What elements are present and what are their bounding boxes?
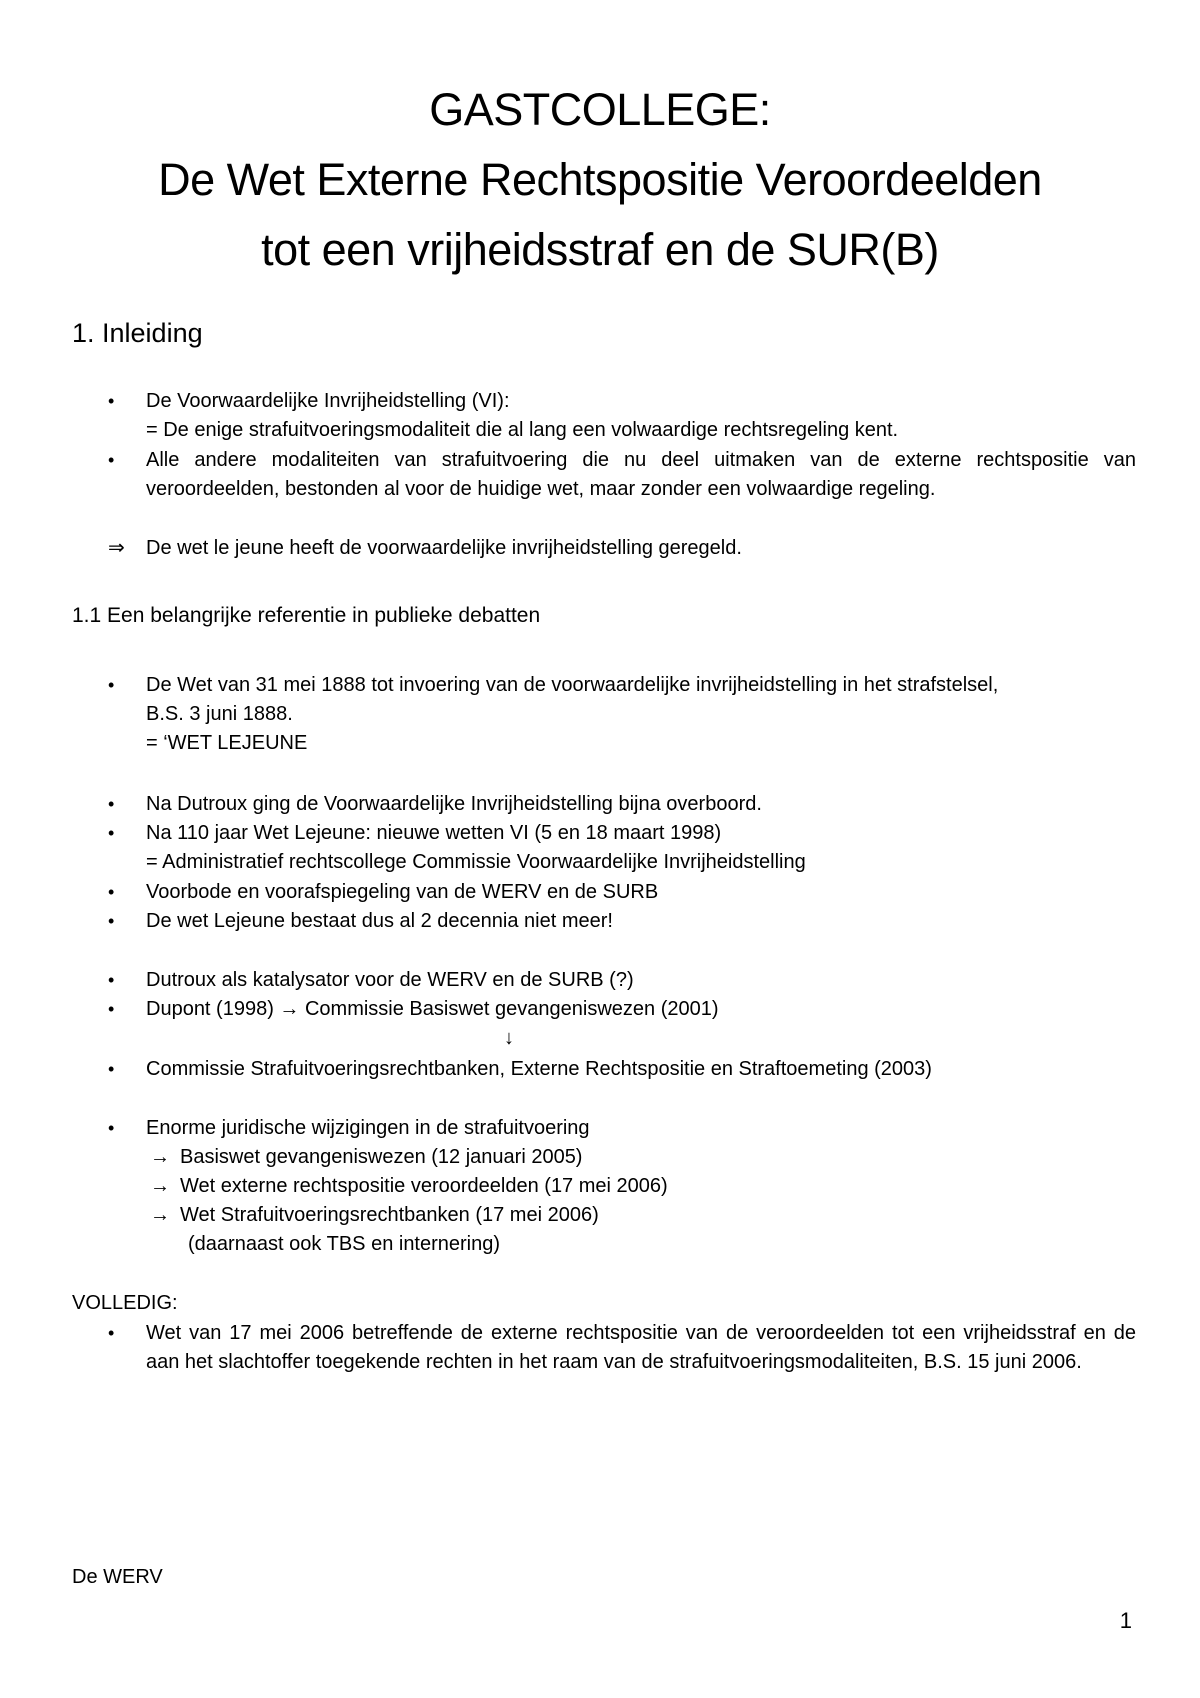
list-item-continuation: = ‘WET LEJEUNE <box>146 732 308 754</box>
bullet-icon: • <box>108 391 115 411</box>
list-item-continuation: = Administratief rechtscollege Commissie Voorwaardelijke Invrijheidstelling <box>146 851 806 873</box>
title-line-2: De Wet Externe Rechtspositie Veroordeelden <box>158 154 1042 205</box>
list-item: De Wet van 31 mei 1888 tot invoering van de voorwaardelijke invrijheidstelling in het strafstelsel, <box>146 674 999 696</box>
right-arrow-icon: → <box>150 1204 170 1226</box>
bullet-icon: • <box>108 882 115 902</box>
sub-list-item-text: Wet Strafuitvoeringsrechtbanken (17 mei 2006) <box>180 1204 599 1226</box>
volledig-label: VOLLEDIG: <box>72 1292 178 1314</box>
list-item: Na Dutroux ging de Voorwaardelijke Invrijheidstelling bijna overboord. <box>146 793 762 815</box>
list-item-continuation: = De enige strafuitvoeringsmodaliteit die al lang een volwaardige rechtsregeling kent. <box>146 419 899 441</box>
title-line-3: tot een vrijheidsstraf en de SUR(B) <box>261 224 939 275</box>
volledig-text: Wet van 17 mei 2006 betreffende de externe rechtspositie van de veroordeelden tot een vrijheidsstraf en de aan het slachtoffer toegekende rechten in het raam van de strafuitvoeringsmodaliteiten, B.S. 15 juni 2006. <box>146 1322 1136 1373</box>
list-item-continuation: B.S. 3 juni 1888. <box>146 703 293 725</box>
bullet-icon: • <box>108 970 115 990</box>
sub-list-item <box>150 1143 582 1171</box>
sub-list-item <box>150 1201 599 1229</box>
down-arrow-icon: ↓ <box>504 1027 514 1049</box>
list-item: Alle andere modaliteiten van strafuitvoering die nu deel uitmaken van de externe rechtspositie van veroordeelden, bestonden al voor de huidige wet, maar zonder een volwaardige regeling. <box>146 449 1136 500</box>
bullet-icon: • <box>108 1059 115 1079</box>
bullet-icon: • <box>108 1118 115 1138</box>
right-arrow-icon: → <box>150 1146 170 1168</box>
section-heading-referentie: 1.1 Een belangrijke referentie in publieke debatten <box>72 604 541 627</box>
sub-list-item-text: Wet externe rechtspositie veroordeelden (17 mei 2006) <box>180 1175 668 1197</box>
page-number: 1 <box>1119 1608 1132 1633</box>
bullet-icon: • <box>108 450 115 470</box>
bullet-icon: • <box>108 1323 115 1343</box>
sub-list-item-text: Basiswet gevangeniswezen (12 januari 2005) <box>180 1146 583 1168</box>
bullet-icon: • <box>108 911 115 931</box>
implies-arrow-icon: ⇒ <box>108 537 125 559</box>
list-item: Enorme juridische wijzigingen in de strafuitvoering <box>146 1117 590 1139</box>
list-item: Commissie Strafuitvoeringsrechtbanken, Externe Rechtspositie en Straftoemeting (2003) <box>146 1058 932 1080</box>
bullet-icon: • <box>108 794 115 814</box>
bullet-icon: • <box>108 999 115 1019</box>
list-item: De wet Lejeune bestaat dus al 2 decennia niet meer! <box>146 910 613 932</box>
bullet-icon: • <box>108 823 115 843</box>
title-line-1: GASTCOLLEGE: <box>429 84 771 135</box>
footer-label: De WERV <box>72 1566 163 1588</box>
sub-list-note: (daarnaast ook TBS en internering) <box>188 1233 501 1255</box>
sub-list-item <box>150 1172 668 1200</box>
section-heading-inleiding: 1. Inleiding <box>72 318 203 348</box>
bullet-icon: • <box>108 675 115 695</box>
conclusion-text: De wet le jeune heeft de voorwaardelijke invrijheidstelling geregeld. <box>146 537 742 559</box>
list-item: Na 110 jaar Wet Lejeune: nieuwe wetten VI (5 en 18 maart 1998) <box>146 822 722 844</box>
list-item: De Voorwaardelijke Invrijheidstelling (VI): <box>146 390 510 412</box>
right-arrow-icon: → <box>150 1175 170 1197</box>
list-item: Dupont (1998) → Commissie Basiswet gevangeniswezen (2001) <box>146 998 719 1020</box>
list-item: Dutroux als katalysator voor de WERV en de SURB (?) <box>146 969 634 991</box>
list-item: Voorbode en voorafspiegeling van de WERV en de SURB <box>146 881 659 903</box>
